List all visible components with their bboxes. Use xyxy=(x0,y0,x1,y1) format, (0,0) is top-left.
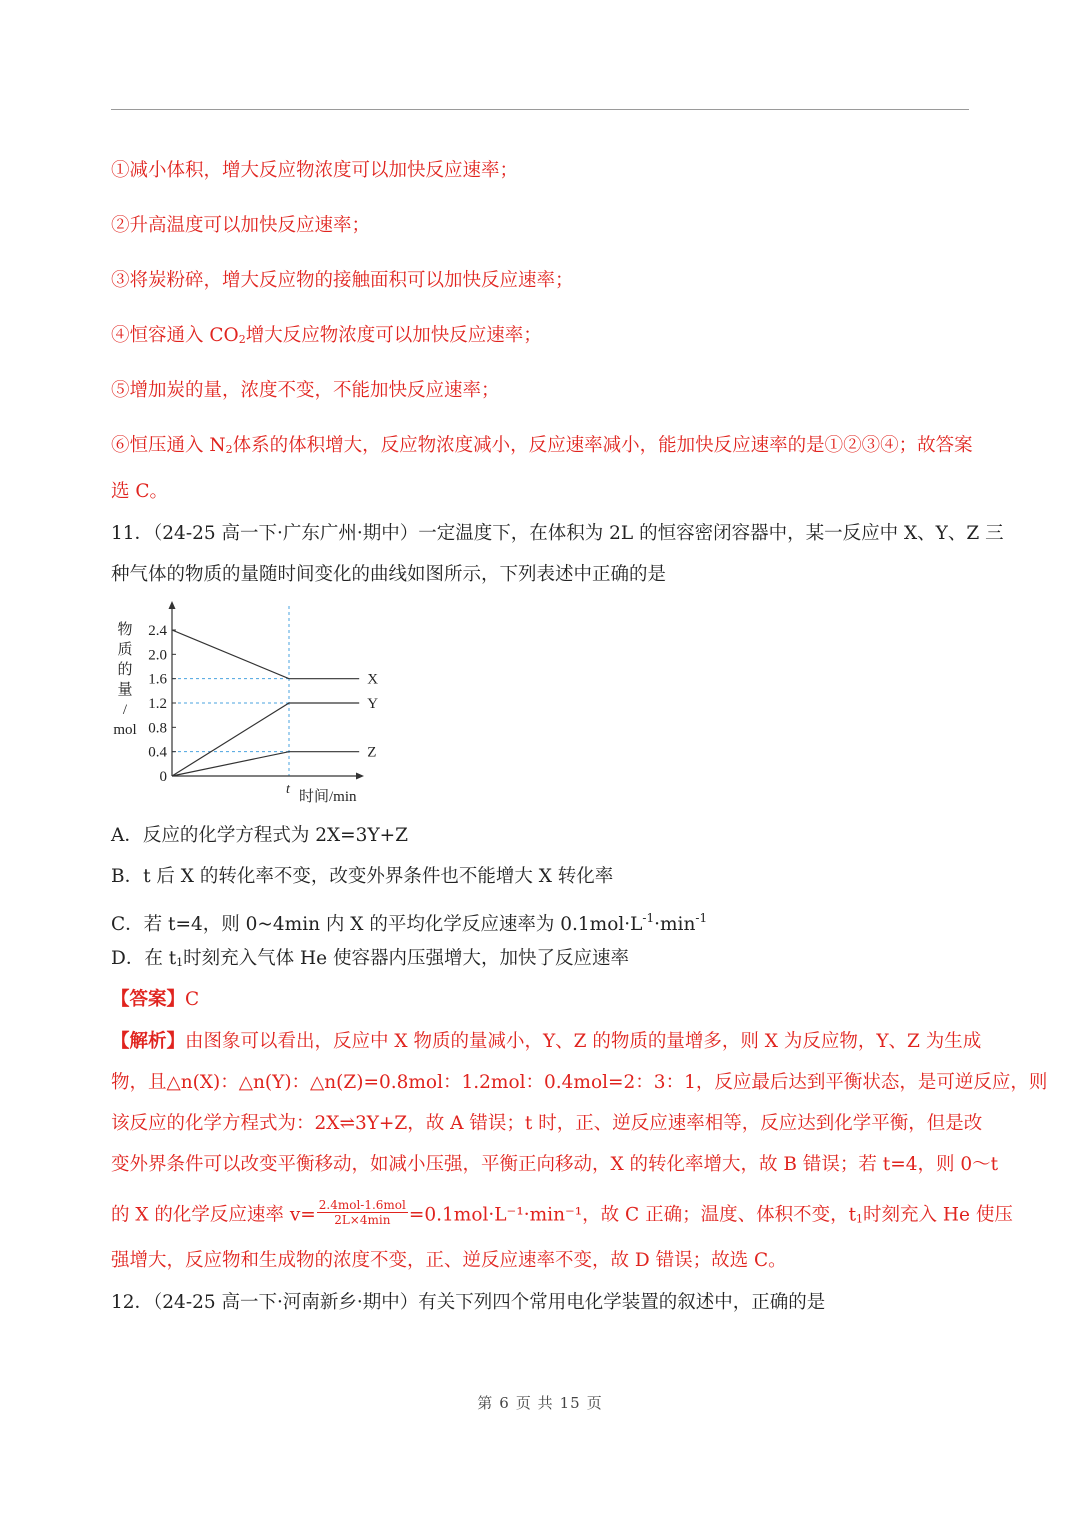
series-label-z: Z xyxy=(367,744,377,761)
analysis-item-6: ⑥恒压通入 N2体系的体积增大，反应物浓度减小，反应速率减小，能加快反应速率的是①②③④；故答案 xyxy=(111,435,973,456)
y-axis-arrow-icon xyxy=(169,601,176,609)
analysis-label: 【解析】 xyxy=(111,1031,186,1052)
y-tick-label: 1.6 xyxy=(148,671,167,688)
ylabel-char: 质 xyxy=(117,642,133,658)
page-footer: 第 6 页 共 15 页 xyxy=(477,1394,603,1412)
series-label-y: Y xyxy=(367,696,378,712)
series-label-x: X xyxy=(367,671,378,688)
t-label: t xyxy=(286,782,290,797)
total-pages: 15 xyxy=(559,1394,581,1412)
q11-option-d: D．在 t1时刻充入气体 He 使容器内压强增大，加快了反应速率 xyxy=(111,948,630,969)
q11-analysis-line6: 强增大，反应物和生成物的浓度不变，正、逆反应速率不变，故 D 错误；故选 C。 xyxy=(111,1250,787,1271)
ylabel-char: mol xyxy=(113,722,137,738)
y-tick-label: 1.2 xyxy=(148,696,167,712)
x-axis-arrow-icon xyxy=(356,773,364,780)
y-tick-label: 2.4 xyxy=(148,623,167,639)
ylabel-char: / xyxy=(122,702,128,718)
q11-analysis-line1: 【解析】由图象可以看出，反应中 X 物质的量减小，Y、Z 的物质的量增多，则 X 为反应物，Y、Z 为生成 xyxy=(111,1031,982,1052)
q11-stem-line1: 11．（24-25 高一下·广东广州·期中）一定温度下，在体积为 2L 的恒容密闭容器中，某一反应中 X、Y、Z 三 xyxy=(111,523,1004,544)
ylabel-char: 量 xyxy=(117,682,133,698)
q11-analysis-line4: 变外界条件可以改变平衡移动，如减小压强，平衡正向移动，X 的转化率增大，故 B 错误；若 t=4，则 0～t xyxy=(111,1154,999,1175)
q11-option-b: B．t 后 X 的转化率不变，改变外界条件也不能增大 X 转化率 xyxy=(111,866,614,887)
q11-analysis-line2: 物，且△n(X)：△n(Y)：△n(Z)=0.8mol：1.2mol：0.4mol=2：3：1，反应最后达到平衡状态，是可逆反应，则 xyxy=(111,1072,1048,1093)
q12-stem: 12．（24-25 高一下·河南新乡·期中）有关下列四个常用电化学装置的叙述中，正确的是 xyxy=(111,1292,826,1313)
q11-stem-line2: 种气体的物质的量随时间变化的曲线如图所示，下列表述中正确的是 xyxy=(111,564,667,585)
analysis-item-5: ⑤增加炭的量，浓度不变，不能加快反应速率； xyxy=(111,380,500,401)
analysis-item-3: ③将炭粉碎，增大反应物的接触面积可以加快反应速率； xyxy=(111,270,574,291)
y-tick-label: 0 xyxy=(159,769,167,785)
y-tick-label: 0.4 xyxy=(148,744,167,761)
q11-chart xyxy=(108,598,378,810)
ylabel-char: 的 xyxy=(117,662,133,678)
analysis-item-4: ④恒容通入 CO2增大反应物浓度可以加快反应速率； xyxy=(111,325,542,346)
analysis-item-2: ②升高温度可以加快反应速率； xyxy=(111,215,371,236)
q11-option-a: A．反应的化学方程式为 2X=3Y+Z xyxy=(111,825,409,846)
answer-label: 【答案】 xyxy=(111,989,186,1010)
x-axis-label: 时间/min xyxy=(299,789,357,805)
rate-fraction: $\frac{\text{2.4mol-1.6mol}}{2L\times 4\min}$ xyxy=(318,1198,406,1227)
analysis-item-1: ①减小体积，增大反应物浓度可以加快反应速率； xyxy=(111,160,519,181)
analysis-item-6-cont: 选 C。 xyxy=(111,481,169,502)
answer-value: C xyxy=(185,989,200,1010)
q11-option-c: C．若 t=4，则 0~4min 内 X 的平均化学反应速率为 $0.1mol\cdot L^{-1}\cdot\min^{-1}$ xyxy=(111,911,708,935)
ylabel-char: 物 xyxy=(117,622,133,638)
series-line-y xyxy=(172,703,359,776)
q11-answer xyxy=(111,988,199,1012)
q11-analysis-line5: 的 X 的化学反应速率 v= $\frac{\text{2.4mol-1.6mol}}{2L\times 4\min}$ =0.1mol·L⁻¹·min⁻¹，故 C 正确；温度、体积不变，t1时刻充入 He 使压 xyxy=(111,1198,1013,1227)
series-line-z xyxy=(172,752,359,776)
y-tick-label: 0.8 xyxy=(148,720,167,737)
q11-analysis-line3: 该反应的化学方程式为：2X⇌3Y+Z，故 A 错误；t 时，正、逆反应速率相等，反应达到化学平衡，但是改 xyxy=(111,1113,983,1134)
page-number: 6 xyxy=(499,1394,510,1412)
header-rule xyxy=(111,109,969,110)
series-line-x xyxy=(172,630,359,679)
y-tick-label: 2.0 xyxy=(148,647,167,664)
